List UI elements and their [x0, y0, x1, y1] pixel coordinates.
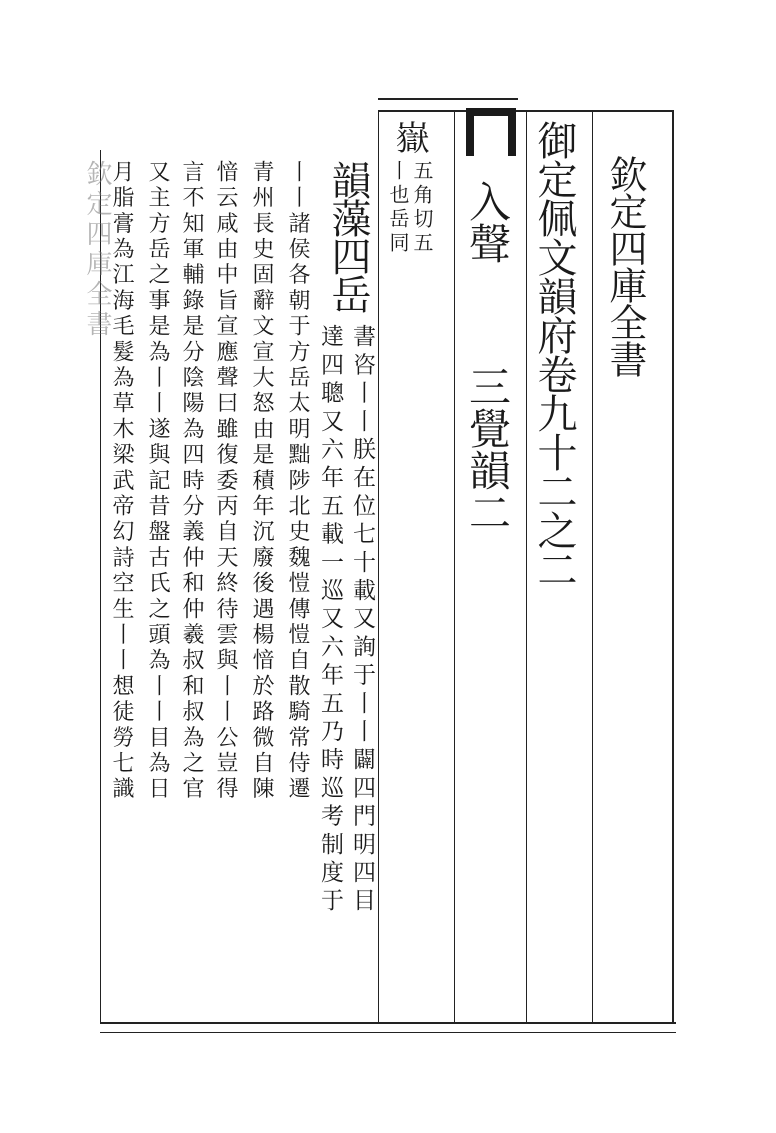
entry-divider-line	[378, 110, 379, 1024]
body-column-3: 丨丨諸侯各朝于方岳太明黜陟北史魏愷傳愷自散騎常侍遷	[285, 160, 310, 803]
body-column-7: 又主方岳之事是為丨丨遂與記昔盤古氏之頭為丨丨目為日	[145, 160, 170, 803]
entry-head-char: 嶽	[389, 120, 429, 154]
margin-fragment: 欽定四庫全書	[82, 160, 112, 340]
bottom-border-line-1	[100, 1022, 676, 1024]
right-border-line	[672, 110, 674, 1024]
library-title: 欽定四庫全書	[603, 155, 647, 377]
bottom-border-line-2	[100, 1032, 676, 1033]
tone-label: 入聲	[463, 180, 512, 264]
entry-reading-a: 五角切五	[410, 160, 434, 256]
rhyme-label: 三覺韻二	[463, 365, 512, 533]
tone-divider-line	[454, 110, 455, 1024]
top-border-line	[378, 98, 518, 100]
body-column-6: 言不知軍輔錄是分陰陽為四時分義仲和仲羲叔和叔為之官	[179, 160, 204, 803]
entry-reading-b: 丨也岳同	[386, 160, 410, 256]
body-column-1: 書咨丨丨朕在位七十載又詢于丨丨闢四門明四目	[349, 324, 375, 917]
body-column-5: 愔云咸由中旨宣應聲曰雖復委丙自天終待雲與丨丨公豈得	[213, 160, 238, 803]
section-marker-block	[466, 108, 516, 156]
header-divider-line	[592, 110, 593, 1024]
body-column-8: 月脂膏為江海毛髮為草木梁武帝幻詩空生丨丨想徒勞七識	[109, 160, 134, 803]
chapter-divider-line	[526, 110, 527, 1024]
body-column-2: 達四聰又六年五載一巡又六年五乃時巡考制度于	[317, 324, 343, 917]
body-column-4: 青州長史固辭文宣大怒由是積年沉廢後遇楊愔於路微自陳	[249, 160, 274, 803]
book-title: 御定佩文韻府卷九十二之二	[531, 120, 577, 588]
entry-head-word: 韻藻四岳	[325, 160, 371, 312]
